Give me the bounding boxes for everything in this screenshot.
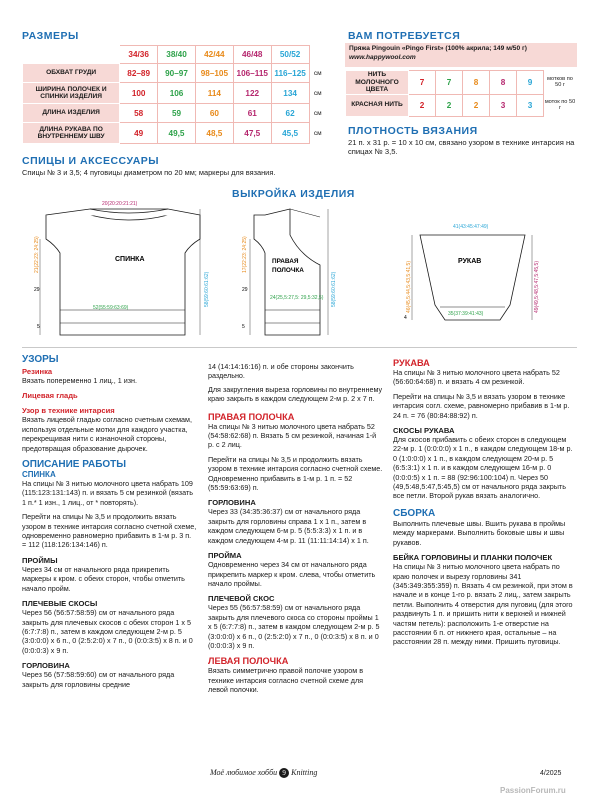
- cell: 45,5: [271, 123, 309, 144]
- intarsia-text: Вязать лицевой гладью согласно счетным схемам, используя отдельные мотки для каждого участка, перекрещивая нити с изнаночной стороны, предотвращая образование дырочек.: [22, 415, 192, 453]
- row-label: ОБХВАТ ГРУДИ: [23, 64, 120, 83]
- unit: моток по 50 г: [544, 94, 577, 116]
- gauge-title: ПЛОТНОСТЬ ВЯЗАНИЯ: [348, 125, 478, 137]
- back-width: 52(55:59:63:69): [93, 305, 129, 311]
- description-title: ОПИСАНИЕ РАБОТЫ: [22, 459, 127, 471]
- right-front-title: ПРАВАЯ ПОЛОЧКА: [208, 411, 295, 422]
- sleeve-piece: [412, 235, 532, 320]
- cell: 61: [233, 104, 271, 123]
- col2-neck-text: Для закругления выреза горловины по внутреннему краю закрыть в каждом следующем 2-м р. 2 x 7 п.: [208, 384, 383, 404]
- unit: мотков по 50 г: [544, 71, 577, 95]
- size-header: 46/48: [233, 46, 271, 64]
- shoulder-text: Через 55 (56:57:58:59) см от начального ряда закрыть для плечевого скоса со стороны проймы 1 x 5 (6:7:7:8) п., затем в каждом следующем 2-м р. 5 (3:0:0:0) x 6 п., 0 (2:5:2:0) x 7 п., 0 (0:0:3:5) x 8 п. и 0 (0:0:0:3) x 9 п.: [208, 603, 380, 650]
- cell: 2: [409, 94, 436, 116]
- band-title: БЕЙКА ГОРЛОВИНЫ И ПЛАНКИ ПОЛОЧЕК: [393, 553, 553, 563]
- row-label: ШИРИНА ПОЛОЧЕК И СПИНКИ ИЗДЕЛИЯ: [23, 83, 120, 104]
- size-header: 42/44: [195, 46, 233, 64]
- yarn-name: Пряжа Pingouin «Pingo First» (100% акрила; 149 м/50 г): [349, 45, 527, 52]
- cell: 90–97: [158, 64, 196, 83]
- sleeves-title: РУКАВА: [393, 358, 430, 368]
- cell: 106–115: [233, 64, 271, 83]
- intarsia-title: Узор в технике интарсия: [22, 406, 115, 416]
- cell: 9: [517, 71, 544, 95]
- cell: 122: [233, 83, 271, 104]
- size-header: 50/52: [271, 46, 309, 64]
- yarn-box: [345, 43, 577, 67]
- front-label-1: ПРАВАЯ: [272, 258, 299, 265]
- needs-title: ВАМ ПОТРЕБУЕТСЯ: [348, 30, 461, 42]
- brand-name: Knitting: [291, 768, 318, 777]
- column-3: [393, 358, 577, 647]
- band-text: На спицы № 3 нитью молочного цвета набрать по краю полочек и вырезу горловины 341 (345:349:355:359) п. Вязать 4 см резинкой, при этом в начале и в конце 1-го р. вязать 2 лиц., затем закрыть петли. Выполнить 4 отверстия для пуговиц (для этого раздвинуть 1 п. и пришить нити к верхней и нижней частям петель): расположить 1-е отверстие на расстоянии 6 п. от нижнего края, остальные – на расстоянии 28 п. между ними. Пришить пуговицы.: [393, 562, 573, 647]
- cell: 98–105: [195, 64, 233, 83]
- neck-text: Через 56 (57:58:59:60) см от начального ряда закрыть для горловины средние: [22, 670, 175, 689]
- magazine-name: Моё любимое хобби: [210, 768, 278, 777]
- back-rib: 5: [37, 324, 40, 330]
- cell: 3: [490, 94, 517, 116]
- unit: см: [309, 64, 326, 83]
- armhole-title: ПРОЙМА: [208, 551, 242, 561]
- column-1: [22, 354, 197, 689]
- row-label: КРАСНАЯ НИТЬ: [346, 94, 409, 116]
- right-front-text-1: На спицы № 3 нитью молочного цвета набрать 52 (54:58:62:68) п. Вязать 5 см резинкой, начиная 1-й р. с 2 лиц.: [208, 421, 377, 450]
- back-label: СПИНКА: [115, 256, 145, 263]
- sizes-title: РАЗМЕРЫ: [22, 30, 79, 42]
- column-2: [208, 362, 383, 695]
- cell: 82–89: [120, 64, 158, 83]
- sleeves-text-2: Перейти на спицы № 3,5 и вязать узором в технике интарсия согл. схеме, равномерно прибавив в 1-м р. 24 п. = 76 (80:84:88:92) п.: [393, 391, 570, 420]
- cell: 47,5: [233, 123, 271, 144]
- patterns-title: УЗОРЫ: [22, 354, 59, 365]
- cell: 59: [158, 104, 196, 123]
- cell: 60: [195, 104, 233, 123]
- armhole-text: Одновременно через 34 см от начального ряда прикрепить маркер к кром. слева, чтобы отметить начало проймы.: [208, 560, 376, 588]
- needles-text: Спицы № 3 и 3,5; 4 пуговицы диаметром по 20 мм; маркеры для вязания.: [22, 168, 276, 177]
- back-piece: [40, 209, 200, 335]
- unit: см: [309, 104, 326, 123]
- right-front-text-2: Перейти на спицы № 3,5 и продолжить вязать узором в технике интарсия согласно счетной схеме. Одновременно прибавить в 1-м р. 1 п. = 52 (55:59:63:69) п.: [208, 454, 383, 493]
- cell: 58: [120, 104, 158, 123]
- rib-text: Вязать попеременно 1 лиц., 1 изн.: [22, 376, 137, 385]
- back-text-2: Перейти на спицы № 3,5 и продолжить вязать узором в технике интарсия согласно счетной схеме, одновременно равномерно прибавить в 1-м р. 3 п. = 112 (118:126:134:146) п.: [22, 512, 197, 550]
- footer-magazine: [210, 768, 317, 778]
- sizes-table: [22, 45, 327, 144]
- left-front-text: Вязать симметрично правой полочке узором в технике интарсия согласно счетной схеме для левой полочки.: [208, 666, 364, 695]
- back-text-1: На спицы № 3 нитью молочного цвета набрать 109 (115:123:131:143) п. и вязать 5 см резинкой (вязать 1 п.* 1 изн., 1 лиц., от * повторять).: [22, 479, 193, 507]
- cell: 2: [463, 94, 490, 116]
- unit: см: [309, 83, 326, 104]
- sleeve-rib: 4: [404, 315, 407, 321]
- front-width: 24(25,5:27,5: 29,5:32,5): [270, 295, 324, 301]
- page-number: 9: [279, 768, 289, 778]
- sleeve-side2: 49(49,5:48,5:47,5:45,5): [534, 261, 540, 313]
- shoulders-title: ПЛЕЧЕВЫЕ СКОСЫ: [22, 599, 98, 609]
- shoulders-text: Через 56 (56:57:58:59) см от начального ряда закрыть для плечевых скосов с обеих сторон 1 x 5 (6:7:7:8) п., затем в каждом следующем 2-м р. 5 (3:0:0:0) x 6 п., 0 (2:5:2:0) x 7 п., 0 (0:0:3:5) x 8 п. и 0 (0:0:0:3) x 9 п.: [22, 608, 193, 655]
- divider: [22, 347, 577, 348]
- rib-title: Резинка: [22, 367, 53, 376]
- gauge-text: 21 п. x 31 р. = 10 x 10 см, связано узором в технике интарсия на спицах № 3,5.: [348, 138, 575, 157]
- cell: 106: [158, 83, 196, 104]
- cell: 8: [463, 71, 490, 95]
- sleeve-label: РУКАВ: [458, 258, 482, 265]
- back-title: СПИНКА: [22, 470, 56, 480]
- stockinette-title: Лицевая гладь: [22, 391, 78, 401]
- watermark: PassionForum.ru: [500, 786, 566, 795]
- row-label: НИТЬ МОЛОЧНОГО ЦВЕТА: [346, 71, 409, 95]
- front-side2: 58(59:60:61:62): [331, 271, 337, 307]
- front-label-2: ПОЛОЧКА: [272, 267, 304, 274]
- back-side2: 58(59:60:61:62): [204, 271, 210, 307]
- cell: 134: [271, 83, 309, 104]
- front-mid: 29: [242, 287, 248, 293]
- unit: см: [309, 123, 326, 144]
- yarn-site: www.happywool.com: [349, 54, 416, 61]
- cell: 62: [271, 104, 309, 123]
- needles-title: СПИЦЫ И АКСЕССУАРЫ: [22, 155, 160, 167]
- sleeve-bevel-title: СКОСЫ РУКАВА: [393, 426, 455, 436]
- front-neck-title: ГОРЛОВИНА: [208, 498, 256, 508]
- armholes-text: Через 34 см от начального ряда прикрепить маркеры к кром. с обеих сторон, чтобы отметить начало пройм.: [22, 564, 185, 593]
- back-side1: 21(22:23: 24:25): [34, 236, 40, 273]
- sleeve-top: 41(43:45:47:49): [453, 224, 489, 230]
- sleeve-bottom: 35(37:39:41:43): [448, 311, 484, 317]
- cell: 2: [436, 94, 463, 116]
- front-rib: 5: [242, 324, 245, 330]
- cell: 116–125: [271, 64, 309, 83]
- cell: 49,5: [158, 123, 196, 144]
- cell: 8: [490, 71, 517, 95]
- front-neck-text: Через 33 (34:35:36:37) см от начального ряда закрыть для горловины справа 1 x 1 п., затем в каждом следующем 6-м р. 5 (5:5:3:3) x 1 п. и в каждом следующем 4-м р. 11 (11:11:14:14) x 1 п.: [208, 507, 369, 545]
- armholes-title: ПРОЙМЫ: [22, 555, 58, 565]
- sleeve-side1: 46(45,5:44,5:43,5:41,5): [406, 261, 412, 313]
- cell: 49: [120, 123, 158, 144]
- assembly-title: СБОРКА: [393, 507, 436, 519]
- cell: 48,5: [195, 123, 233, 144]
- schematic-diagram: [0, 195, 597, 345]
- sleeve-bevel-text: Для скосов прибавить с обеих сторон в следующем 22-м р. 1 (0:0:0:0) x 1 п., в каждом следующем 18-м р. 0 (1:0:0:0) x 1 п., в каждом следующем 20-м р. 5 (6:5:3:1) x 1 п. и в каждом следующем 16-м р. 0 (0:0:0:5) x 1 п. = 88 (92:96:100:104) п. Через 50 (49,5:48,5:47,5:45,5) см от начального ряда закрыть все петли. Второй рукав вязать аналогично.: [393, 435, 573, 501]
- assembly-text: Выполнить плечевые швы. Вшить рукава в проймы между маркерами. Выполнить боковые швы и швы рукавов.: [393, 518, 566, 547]
- left-front-title: ЛЕВАЯ ПОЛОЧКА: [208, 656, 289, 667]
- back-mid: 29: [34, 287, 40, 293]
- cell: 7: [436, 71, 463, 95]
- front-side1: 17(22:23: 24:25): [242, 236, 248, 273]
- cell: 114: [195, 83, 233, 104]
- row-label: ДЛИНА РУКАВА ПО ВНУТРЕННЕМУ ШВУ: [23, 123, 120, 144]
- neck-title: ГОРЛОВИНА: [22, 661, 70, 671]
- col2-top-text: 14 (14:14:16:16) п. и обе стороны закончить раздельно.: [208, 362, 354, 381]
- pattern-title: ВЫКРОЙКА ИЗДЕЛИЯ: [232, 188, 355, 200]
- cell: 3: [517, 94, 544, 116]
- back-neck: 20(20:20:21:21): [102, 201, 138, 207]
- sleeves-text-1: На спицы № 3 нитью молочного цвета набрать 52 (56:60:64:68) п. и вязать 4 см резинкой.: [393, 368, 560, 387]
- size-header: 34/36: [120, 46, 158, 64]
- shoulder-title: ПЛЕЧЕВОЙ СКОС: [208, 594, 275, 604]
- row-label: ДЛИНА ИЗДЕЛИЯ: [23, 104, 120, 123]
- issue-number: 4/2025: [540, 770, 562, 777]
- size-header: 38/40: [158, 46, 196, 64]
- cell: 7: [409, 71, 436, 95]
- needs-table: [345, 70, 577, 117]
- cell: 100: [120, 83, 158, 104]
